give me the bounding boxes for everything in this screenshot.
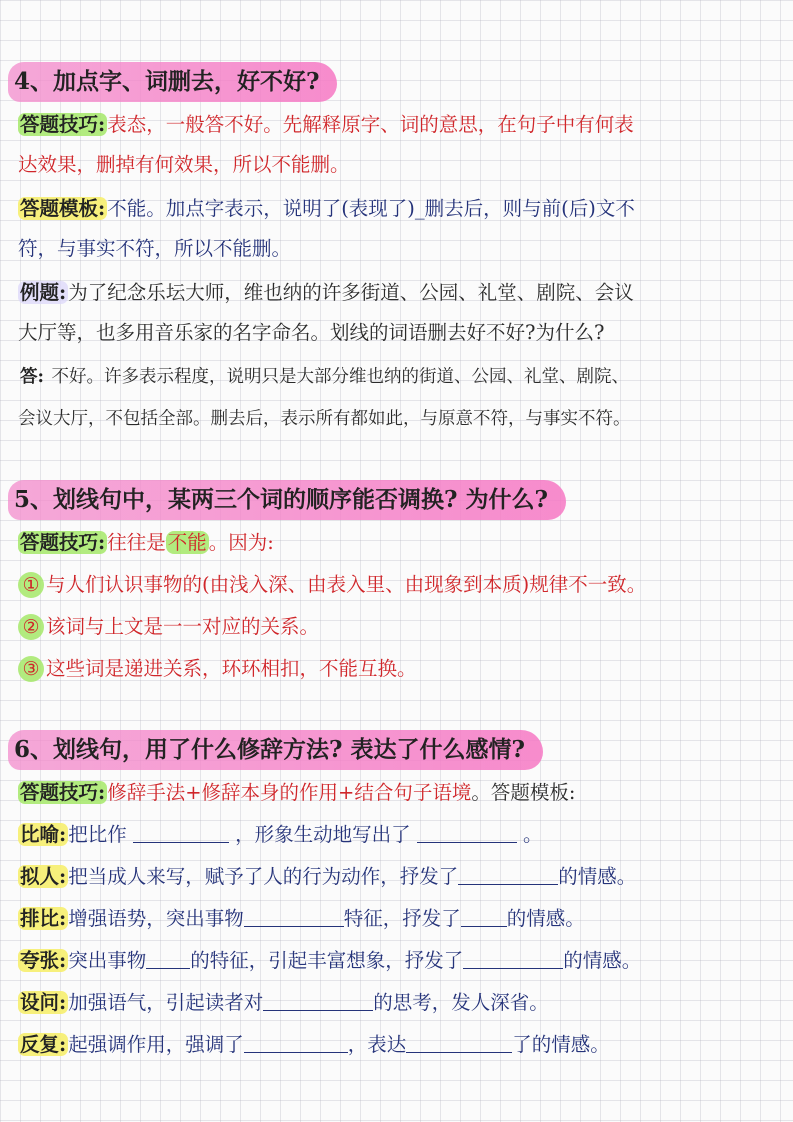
s5-item-3-text: 这些词是递进关系，环环相扣，不能互换。	[46, 657, 417, 680]
section-6-heading	[8, 730, 543, 770]
s5-item-2-number: ②	[18, 614, 44, 640]
s6-item-metaphor-text-c: 。	[516, 823, 543, 846]
s6-item-hyperbole-text-b: 的特征，引起丰富想象，抒发了	[190, 949, 464, 972]
s6-item-parallelism-blank-1	[244, 904, 344, 927]
s6-item-hyperbole-text-c: 的情感。	[563, 949, 642, 972]
s6-item-metaphor-text-b: ，形象生动地写出了	[228, 823, 417, 846]
s6-item-repetition-text-a: 起强调作用，强调了	[68, 1033, 244, 1056]
s6-item-personification-blank	[458, 862, 558, 885]
s6-item-hyperbole-tag: 夸张:	[20, 949, 67, 972]
s6-item-rhetorical-question	[18, 986, 549, 1020]
s6-item-rhetorical-question-text-b: 的思考，发人深省。	[373, 991, 549, 1014]
s4-answer-line-1	[18, 360, 629, 394]
s4-example-text-2: 大厅等，也多用音乐家的名字命名。划线的词语删去好不好?为什么?	[18, 321, 605, 344]
s4-tip-line-2	[18, 148, 350, 182]
s6-item-personification	[18, 860, 636, 894]
s6-item-repetition-blank-1	[244, 1030, 348, 1053]
s5-tip-highlight: 不能	[167, 531, 207, 554]
s4-answer-tag: 答:	[20, 367, 44, 387]
s6-item-personification-text-b: 的情感。	[558, 865, 637, 888]
s6-tip-tail: 。答题模板:	[471, 781, 576, 804]
section-4-title: 4、加点字、词删去，好不好?	[8, 62, 337, 102]
s6-item-hyperbole-blank-2	[463, 946, 563, 969]
s4-tip-text-1: 表态，一般答不好。先解释原字、词的意思，在句子中有何表	[107, 113, 634, 136]
s5-item-2-text: 该词与上文是一一对应的关系。	[46, 615, 320, 638]
s6-item-repetition-text-b: ，表达	[347, 1033, 407, 1056]
s6-item-personification-tag: 拟人:	[20, 865, 67, 888]
s6-item-repetition-text-c: 了的情感。	[512, 1033, 610, 1056]
s4-template-tag: 答题模板:	[20, 197, 106, 220]
s6-item-parallelism-blank-2	[461, 904, 507, 927]
s5-item-1	[18, 568, 646, 602]
s4-template-text-1: 不能。加点字表示，说明了(表现了)_删去后，则与前(后)文不	[107, 197, 635, 220]
s5-item-1-text: 与人们认识事物的(由浅入深、由表入里、由现象到本质)规律不一致。	[46, 573, 647, 596]
s6-item-repetition-tag: 反复:	[20, 1033, 67, 1056]
s4-answer-line-2	[18, 402, 631, 436]
s6-item-personification-text-a: 把当成人来写，赋予了人的行为动作，抒发了	[68, 865, 459, 888]
s6-item-hyperbole-text-a: 突出事物	[68, 949, 147, 972]
section-5-title: 5、划线句中，某两三个词的顺序能否调换? 为什么?	[8, 480, 566, 520]
s5-tip-text-a: 往往是	[107, 531, 166, 554]
s4-tip-tag: 答题技巧:	[20, 113, 106, 136]
s6-item-metaphor	[18, 818, 543, 852]
s6-item-metaphor-tag: 比喻:	[20, 823, 67, 846]
s5-item-3-number: ③	[18, 656, 44, 682]
s6-tip-tag: 答题技巧:	[20, 781, 106, 804]
s6-tip-text: 修辞手法+修辞本身的作用+结合句子语境	[107, 781, 472, 804]
s5-tip-line	[18, 526, 274, 560]
s6-item-parallelism	[18, 902, 585, 936]
s6-item-repetition-blank-2	[406, 1030, 512, 1053]
s6-item-rhetorical-question-blank	[263, 988, 373, 1011]
s6-item-hyperbole	[18, 944, 641, 978]
s4-template-line-2	[18, 232, 291, 266]
s6-item-parallelism-tag: 排比:	[20, 907, 67, 930]
s5-tip-text-c: 。因为:	[208, 531, 274, 554]
s5-tip-tag: 答题技巧:	[20, 531, 106, 554]
s6-item-rhetorical-question-tag: 设问:	[20, 991, 67, 1014]
s5-item-1-number: ①	[18, 572, 44, 598]
s6-item-parallelism-text-a: 增强语势，突出事物	[68, 907, 244, 930]
s5-item-2	[18, 610, 319, 644]
s6-item-hyperbole-blank-1	[146, 946, 190, 969]
s6-item-parallelism-text-b: 特征，抒发了	[343, 907, 461, 930]
s6-item-metaphor-blank-1	[133, 820, 229, 843]
s4-tip-line-1	[18, 108, 634, 142]
s6-item-parallelism-text-c: 的情感。	[506, 907, 585, 930]
s4-answer-text-2: 会议大厅，不包括全部。删去后，表示所有都如此，与原意不符，与事实不符。	[18, 409, 631, 429]
s4-example-line-2	[18, 316, 604, 350]
section-4-heading	[8, 62, 337, 102]
s6-item-metaphor-text-a: 把比作	[68, 823, 133, 846]
section-5-heading	[8, 480, 566, 520]
s6-item-repetition	[18, 1028, 610, 1062]
s4-example-tag: 例题:	[20, 281, 67, 304]
s6-item-rhetorical-question-text-a: 加强语气，引起读者对	[68, 991, 264, 1014]
s5-item-3	[18, 652, 417, 686]
s4-answer-text-1: 不好。许多表示程度，说明只是大部分维也纳的街道、公园、礼堂、剧院、	[45, 367, 630, 387]
s4-example-line-1	[18, 276, 634, 310]
s4-template-line-1	[18, 192, 635, 226]
section-6-title: 6、划线句，用了什么修辞方法? 表达了什么感情?	[8, 730, 543, 770]
s6-item-metaphor-blank-2	[417, 820, 517, 843]
s4-template-text-2: 符，与事实不符，所以不能删。	[18, 237, 292, 260]
s4-tip-text-2: 达效果，删掉有何效果，所以不能删。	[18, 153, 350, 176]
s4-example-text-1: 为了纪念乐坛大师，维也纳的许多街道、公园、礼堂、剧院、会议	[68, 281, 634, 304]
s6-tip-line	[18, 776, 575, 810]
